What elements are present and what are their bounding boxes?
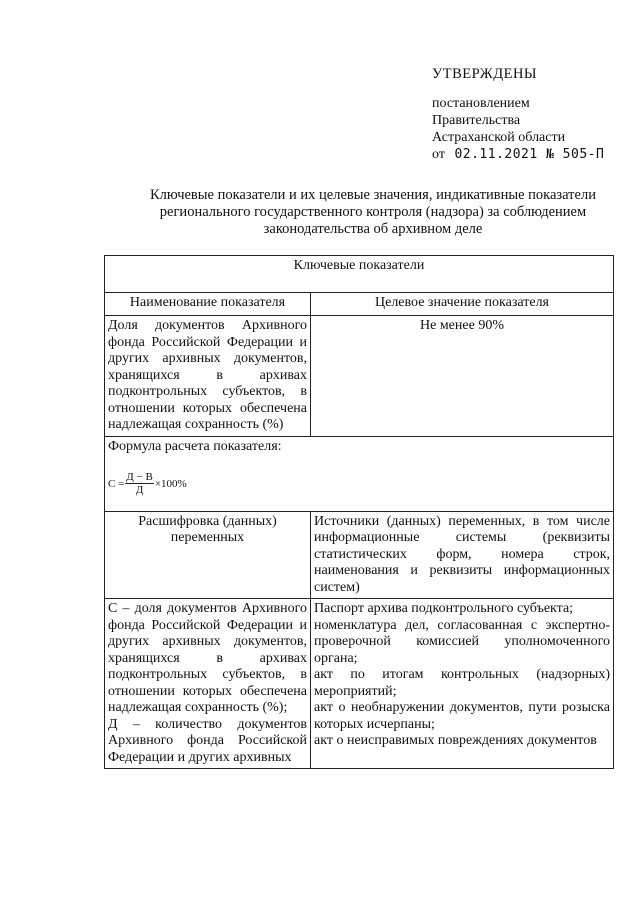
variable-d-description: Д – количество документов Архивного фонда Российской Федерации и других архивных (108, 716, 307, 765)
source-item: акт о необнаружении документов, пути розыска которых исчерпаны; (314, 700, 610, 732)
approval-line-3: Астраханской области (432, 130, 566, 145)
formula-denominator: Д (135, 484, 144, 496)
approval-date-prefix: от (432, 147, 445, 162)
table-section-row (105, 256, 614, 293)
formula-numerator: Д − В (126, 471, 153, 483)
formula-lhs: С = (108, 477, 125, 490)
formula (108, 471, 187, 496)
formula-multiplier: ×100% (154, 477, 187, 490)
source-item: акт о неисправимых повреждениях документов (314, 733, 597, 748)
source-item: номенклатура дел, согласованная с экспертно-проверочной комиссией уполномоченного органа; (314, 617, 610, 666)
source-item: акт по итогам контрольных (надзорных) мероприятий; (314, 667, 610, 699)
formula-cell (105, 436, 614, 511)
formula-fraction (125, 471, 154, 496)
formula-label: Формула расчета показателя: (108, 438, 282, 454)
document-title: Ключевые показатели и их целевые значения, индикативные показатели регионального государственного контроля (надзора) за соблюдением законодательства об архивном деле (150, 187, 596, 237)
approval-date-line (432, 146, 632, 163)
approval-line-1: постановлением (432, 96, 530, 111)
sources-header-cell: Источники (данных) переменных, в том числе информационные системы (реквизиты статистических форм, номера строк, наименования и реквизиты информационных систем) (311, 511, 614, 599)
variables-header-cell: Расшифровка (данных) переменных (105, 511, 311, 599)
table-row (105, 511, 614, 599)
approval-date-number: 02.11.2021 № 505-П (454, 147, 605, 162)
table-row (105, 436, 614, 511)
indicator-name-cell: Доля документов Архивного фонда Российской Федерации и других архивных документов, хранящихся в архивах подконтрольных субъектов, в отношении которых обеспечена надлежащая сохранность (%) (105, 316, 311, 437)
source-item: Паспорт архива подконтрольного субъекта; (314, 601, 574, 616)
variables-cell (105, 599, 311, 769)
variable-c-description: С – доля документов Архивного фонда Российской Федерации и других архивных документов, хранящихся в архивах подконтрольных субъектов, в отношении которых обеспечена надлежащая сохранность (%); (108, 601, 307, 715)
section-title: Ключевые показатели (105, 256, 614, 293)
header-target-value: Целевое значение показателя (311, 293, 614, 316)
table-row (105, 316, 614, 437)
header-indicator-name: Наименование показателя (105, 293, 311, 316)
approval-heading: УТВЕРЖДЕНЫ (432, 66, 538, 82)
table-header-row (105, 293, 614, 316)
indicators-table (104, 255, 614, 769)
approval-line-2: Правительства (432, 113, 521, 128)
approval-block (432, 66, 632, 163)
sources-cell (311, 599, 614, 769)
indicator-target-cell: Не менее 90% (311, 316, 614, 437)
table-row (105, 599, 614, 769)
